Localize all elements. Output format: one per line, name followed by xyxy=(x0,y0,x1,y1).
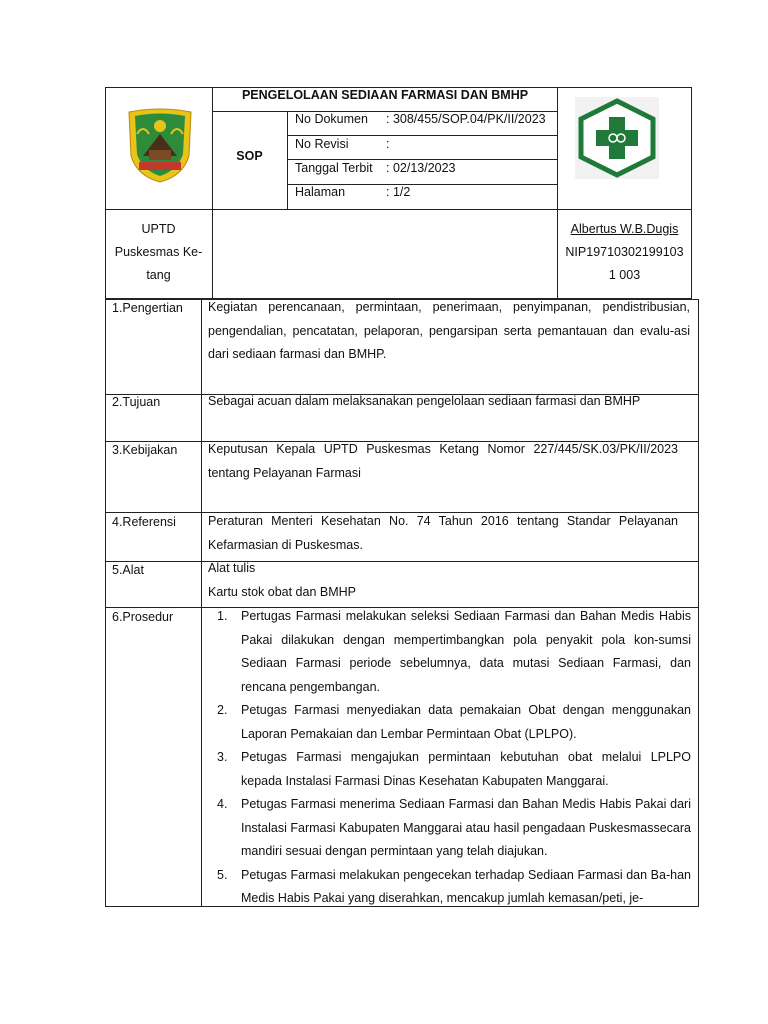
field-label: Halaman xyxy=(295,185,346,199)
section-text: Keputusan Kepala UPTD Puskesmas Ketang Nomor 227/445/SK.03/PK/II/2023 tentang Pelayanan Farmasi xyxy=(208,442,678,480)
section-label: 5.Alat xyxy=(112,563,144,577)
list-item xyxy=(209,793,691,864)
signer-nip: 1 003 xyxy=(608,268,641,282)
section-label: 2.Tujuan xyxy=(112,395,161,409)
field-value: : 308/455/SOP.04/PK/II/2023 xyxy=(386,112,546,126)
section-label: 3.Kebijakan xyxy=(112,443,178,457)
section-text: Kartu stok obat dan BMHP xyxy=(208,585,356,599)
header-divider xyxy=(105,209,692,210)
list-item-text: Petugas Farmasi menyediakan data pemakaian Obat dengan menggunakan Laporan Pemakaian dan Lembar Permintaan Obat (LPLPO). xyxy=(241,703,691,741)
header-divider xyxy=(212,87,213,299)
section-text: Alat tulis xyxy=(208,561,256,575)
list-item-number: 2. xyxy=(217,703,228,717)
section-label: 1.Pengertian xyxy=(112,301,183,315)
field-value: : 1/2 xyxy=(386,185,411,199)
list-item xyxy=(209,746,691,793)
section-text: Peraturan Menteri Kesehatan No. 74 Tahun 2016 tentang Standar Pelayanan Kefarmasian di Puskesmas. xyxy=(208,514,678,552)
emblem-icon xyxy=(123,104,197,184)
field-label: No Dokumen xyxy=(295,112,368,126)
body-divider xyxy=(105,561,699,562)
list-item-text: Petugas Farmasi melakukan pengecekan terhadap Sediaan Farmasi dan Ba-han Medis Habis Pakai yang diserahkan, mencakup jumlah kemasan/peti, je- xyxy=(241,867,691,905)
body-divider xyxy=(201,299,202,907)
list-item-number: 3. xyxy=(217,750,228,764)
puskesmas-cross-icon xyxy=(575,97,659,179)
puskesmas-logo xyxy=(575,97,659,179)
signer-nip: NIP19710302199103 xyxy=(565,245,684,259)
document-title: PENGELOLAAN SEDIAAN FARMASI DAN BMHP xyxy=(241,88,529,102)
unit-name-line: tang xyxy=(146,268,171,282)
procedure-list xyxy=(209,605,691,911)
list-item xyxy=(209,864,691,911)
list-item xyxy=(209,699,691,746)
field-value: : 02/13/2023 xyxy=(386,161,456,175)
signer-name: Albertus W.B.Dugis xyxy=(570,222,679,236)
list-item-number: 1. xyxy=(217,609,228,623)
header-divider xyxy=(287,111,288,210)
list-item xyxy=(209,605,691,699)
field-label: No Revisi xyxy=(295,137,349,151)
section-label: 6.Prosedur xyxy=(112,610,174,624)
list-item-number: 5. xyxy=(217,867,228,882)
field-value: : xyxy=(386,137,390,151)
list-item-text: Petugas Farmasi menerima Sediaan Farmasi dan Bahan Medis Habis Pakai dari Instalasi Farmasi Kabupaten Manggarai atau hasil pengadaan Puskesmassecara mandiri sesuai dengan permintaan yang telah diajukan. xyxy=(241,797,691,858)
sop-label: SOP xyxy=(236,149,263,163)
unit-name-line: UPTD xyxy=(141,222,176,236)
field-label: Tanggal Terbit xyxy=(295,161,373,175)
section-text: Sebagai acuan dalam melaksanakan pengelolaan sediaan farmasi dan BMHP xyxy=(208,394,641,408)
list-item-number: 4. xyxy=(217,797,228,811)
regency-emblem xyxy=(123,104,197,184)
list-item-text: Pertugas Farmasi melakukan seleksi Sediaan Farmasi dan Bahan Medis Habis Pakai dilakukan dengan mempertimbangkan pola penyakit pola kon-sumsi Sediaan Farmasi periode sebelumnya, data mutasi Sediaan Farmasi, dan rencana pengembangan. xyxy=(241,609,691,694)
unit-name-line: Puskesmas Ke- xyxy=(114,245,203,259)
section-label: 4.Referensi xyxy=(112,515,176,529)
section-text: Kegiatan perencanaan, permintaan, penerimaan, penyimpanan, pendistribusian, pengendalian, pencatatan, pelaporan, pengarsipan serta pemantauan dan evalu-asi dari sediaan farmasi dan BMHP. xyxy=(208,300,690,361)
list-item-text: Petugas Farmasi mengajukan permintaan kebutuhan obat melalui LPLPO kepada Instalasi Farmasi Dinas Kesehatan Kabupaten Manggarai. xyxy=(241,750,691,788)
